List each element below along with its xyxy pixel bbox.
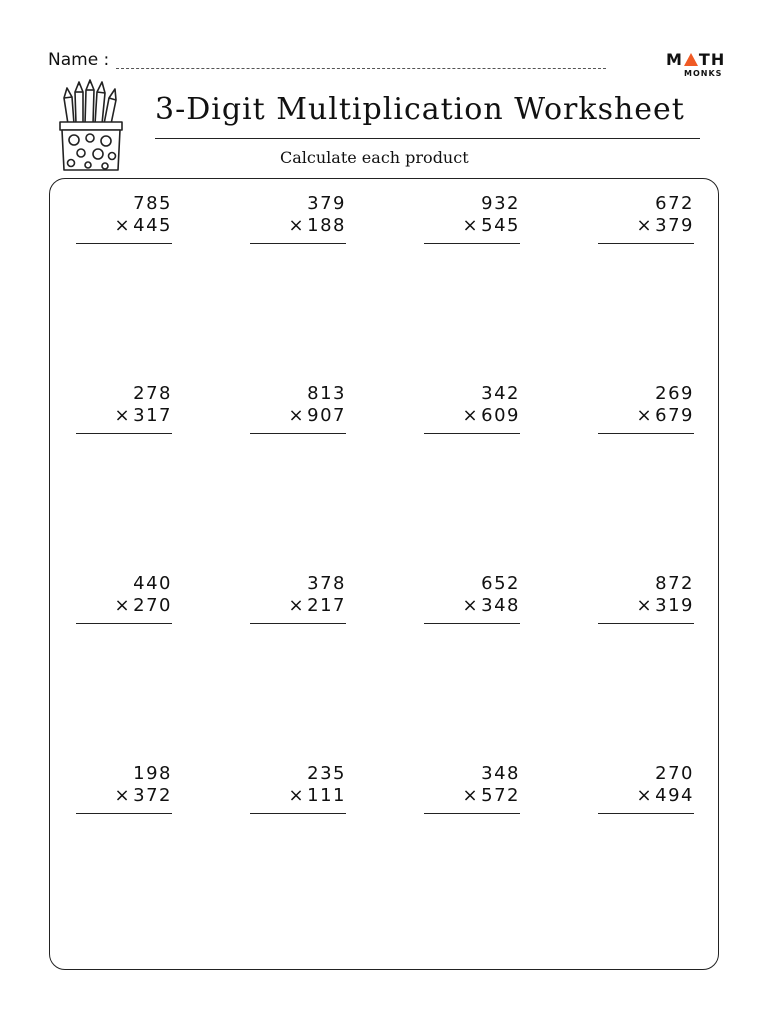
multiplicand: 235 [307, 763, 346, 784]
logo-triangle-icon [684, 53, 698, 66]
problem-11 [420, 573, 520, 624]
answer-rule [424, 623, 520, 624]
times-sign: × [288, 785, 306, 806]
multiplicand: 269 [655, 383, 694, 404]
problem-12 [594, 573, 694, 624]
problem-8 [594, 383, 694, 434]
multiplier: 317 [133, 405, 172, 426]
multiplier-line [594, 785, 694, 807]
multiplier-line [72, 595, 172, 617]
name-field-line[interactable] [116, 68, 606, 69]
logo-word-right: TH [698, 50, 726, 69]
title-divider [155, 138, 700, 139]
multiplier-line [420, 405, 520, 427]
multiplicand: 270 [655, 763, 694, 784]
problem-13 [72, 763, 172, 814]
multiplier: 372 [133, 785, 172, 806]
multiplicand: 652 [481, 573, 520, 594]
math-monks-logo [660, 50, 724, 80]
multiplier-line [594, 215, 694, 237]
times-sign: × [636, 595, 654, 616]
multiplier: 111 [307, 785, 346, 806]
times-sign: × [462, 785, 480, 806]
multiplier: 679 [655, 405, 694, 426]
multiplicand: 785 [133, 193, 172, 214]
times-sign: × [462, 405, 480, 426]
times-sign: × [288, 405, 306, 426]
times-sign: × [114, 405, 132, 426]
problem-14 [246, 763, 346, 814]
multiplicand: 348 [481, 763, 520, 784]
multiplier: 572 [481, 785, 520, 806]
times-sign: × [288, 595, 306, 616]
multiplier-line [594, 595, 694, 617]
answer-rule [598, 433, 694, 434]
multiplicand: 378 [307, 573, 346, 594]
page-title: 3-Digit Multiplication Worksheet [155, 92, 685, 127]
answer-rule [250, 813, 346, 814]
times-sign: × [462, 595, 480, 616]
multiplier: 270 [133, 595, 172, 616]
multiplicand: 872 [655, 573, 694, 594]
multiplier: 188 [307, 215, 346, 236]
answer-rule [598, 623, 694, 624]
answer-rule [76, 243, 172, 244]
logo-wordmark [666, 50, 725, 69]
multiplicand: 198 [133, 763, 172, 784]
multiplicand: 379 [307, 193, 346, 214]
name-row [48, 48, 608, 74]
problem-1 [72, 193, 172, 244]
multiplier: 609 [481, 405, 520, 426]
multiplicand: 813 [307, 383, 346, 404]
logo-word-left: M [666, 50, 683, 69]
multiplier: 319 [655, 595, 694, 616]
times-sign: × [462, 215, 480, 236]
answer-rule [250, 243, 346, 244]
problem-5 [72, 383, 172, 434]
problem-7 [420, 383, 520, 434]
multiplier-line [72, 405, 172, 427]
problem-6 [246, 383, 346, 434]
answer-rule [424, 243, 520, 244]
multiplier-line [72, 215, 172, 237]
answer-rule [598, 813, 694, 814]
multiplier: 445 [133, 215, 172, 236]
multiplier: 907 [307, 405, 346, 426]
logo-subtext: MONKS [684, 69, 723, 78]
answer-rule [76, 813, 172, 814]
times-sign: × [636, 215, 654, 236]
name-label: Name : [48, 50, 110, 70]
answer-rule [250, 433, 346, 434]
multiplier-line [420, 215, 520, 237]
multiplicand: 932 [481, 193, 520, 214]
multiplier-line [594, 405, 694, 427]
times-sign: × [636, 785, 654, 806]
multiplier-line [246, 785, 346, 807]
problem-2 [246, 193, 346, 244]
multiplier: 379 [655, 215, 694, 236]
problem-10 [246, 573, 346, 624]
pencil-cup-icon [54, 78, 134, 174]
times-sign: × [288, 215, 306, 236]
multiplicand: 672 [655, 193, 694, 214]
problem-4 [594, 193, 694, 244]
multiplicand: 440 [133, 573, 172, 594]
multiplier: 217 [307, 595, 346, 616]
multiplier-line [246, 215, 346, 237]
instructions: Calculate each product [280, 148, 469, 167]
times-sign: × [114, 215, 132, 236]
problem-16 [594, 763, 694, 814]
multiplier: 348 [481, 595, 520, 616]
answer-rule [250, 623, 346, 624]
answer-rule [76, 433, 172, 434]
answer-rule [76, 623, 172, 624]
times-sign: × [114, 595, 132, 616]
multiplier: 545 [481, 215, 520, 236]
multiplier-line [246, 405, 346, 427]
multiplier-line [420, 785, 520, 807]
answer-rule [424, 813, 520, 814]
answer-rule [424, 433, 520, 434]
answer-rule [598, 243, 694, 244]
problem-3 [420, 193, 520, 244]
multiplier-line [420, 595, 520, 617]
times-sign: × [636, 405, 654, 426]
problem-15 [420, 763, 520, 814]
multiplier-line [246, 595, 346, 617]
multiplicand: 342 [481, 383, 520, 404]
multiplier: 494 [655, 785, 694, 806]
multiplier-line [72, 785, 172, 807]
times-sign: × [114, 785, 132, 806]
problem-9 [72, 573, 172, 624]
multiplicand: 278 [133, 383, 172, 404]
